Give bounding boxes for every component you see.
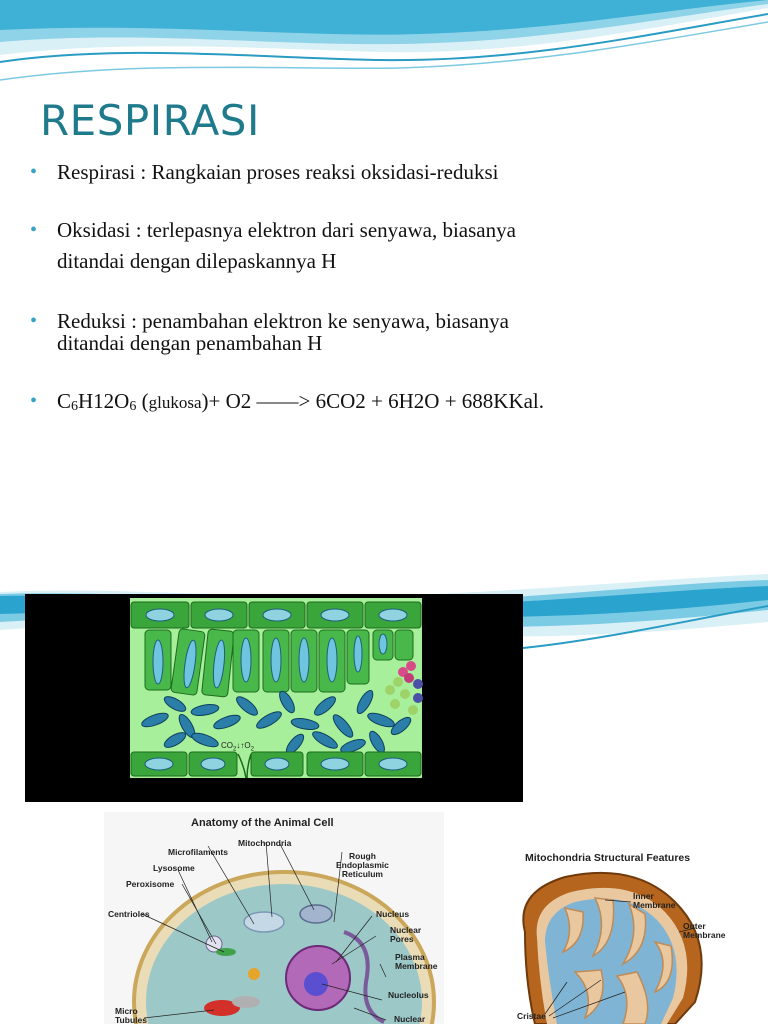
eq-rest: )+ O2 ——> 6CO2 + 6H2O + 688KKal. (201, 389, 545, 413)
eq-glukosa: glukosa (148, 393, 202, 412)
label-nuclear-pores: Nuclear Pores (390, 925, 422, 944)
label-microfilaments: Microfilaments (168, 847, 228, 857)
bullet-oksidasi-line2: ditandai dengan dilepaskannya H (57, 249, 337, 273)
label-cristae: Cristae (517, 1011, 546, 1021)
label-nucleus: Nucleus (376, 909, 410, 919)
animal-cell-figure (104, 812, 444, 1024)
label-inner-membrane: Inner Membrane (633, 891, 676, 910)
bullet-respirasi (30, 158, 730, 186)
top-wave-decoration (0, 0, 768, 90)
bullet-list (30, 158, 730, 421)
eq-c: C (57, 389, 72, 413)
label-outer-membrane: Outer Membrane (683, 921, 726, 940)
bullet-respirasi-text: Respirasi : Rangkaian proses reaksi oksidasi-reduksi (57, 160, 499, 184)
eq-open: ( (136, 389, 149, 413)
bullet-oksidasi-line1: Oksidasi : terlepasnya elektron dari senyawa, biasanya (57, 218, 516, 242)
eq-o-subscript: 6 (129, 399, 137, 414)
label-centrioles: Centrioles (108, 909, 150, 919)
gas-exchange-label: $CO_2↓↑O_2$ (221, 741, 254, 753)
label-plasma-membrane: Plasma Membrane (395, 952, 438, 971)
bullet-equation (30, 387, 730, 421)
label-peroxisome: Peroxisome (126, 879, 175, 889)
eq-c-subscript: 6 (71, 399, 79, 414)
slide-title: RESPIRASI (40, 96, 260, 145)
animal-cell-title: Anatomy of the Animal Cell (191, 817, 334, 829)
label-micro-tubules: Micro Tubules (115, 1006, 147, 1024)
bullet-oksidasi (30, 216, 730, 275)
leaf-cross-section-illustration (25, 594, 523, 802)
label-lysosome: Lysosome (153, 863, 195, 873)
label-mitochondria: Mitochondria (238, 838, 292, 848)
bullet-reduksi-line1: Reduksi : penambahan elektron ke senyawa, biasanya (57, 309, 509, 333)
leaf-cross-section-figure (25, 594, 523, 802)
bullet-reduksi (30, 307, 730, 357)
label-nucleolus: Nucleolus (388, 990, 429, 1000)
bullet-reduksi-line2: ditandai dengan penambahan H (57, 331, 323, 355)
mitochondria-figure (505, 842, 741, 1024)
label-nuclear: Nuclear (394, 1014, 426, 1024)
eq-h: H12O (78, 389, 130, 413)
mitochondria-title: Mitochondria Structural Features (525, 852, 691, 864)
label-rough-er: Rough Endoplasmic Reticulum (336, 851, 389, 879)
